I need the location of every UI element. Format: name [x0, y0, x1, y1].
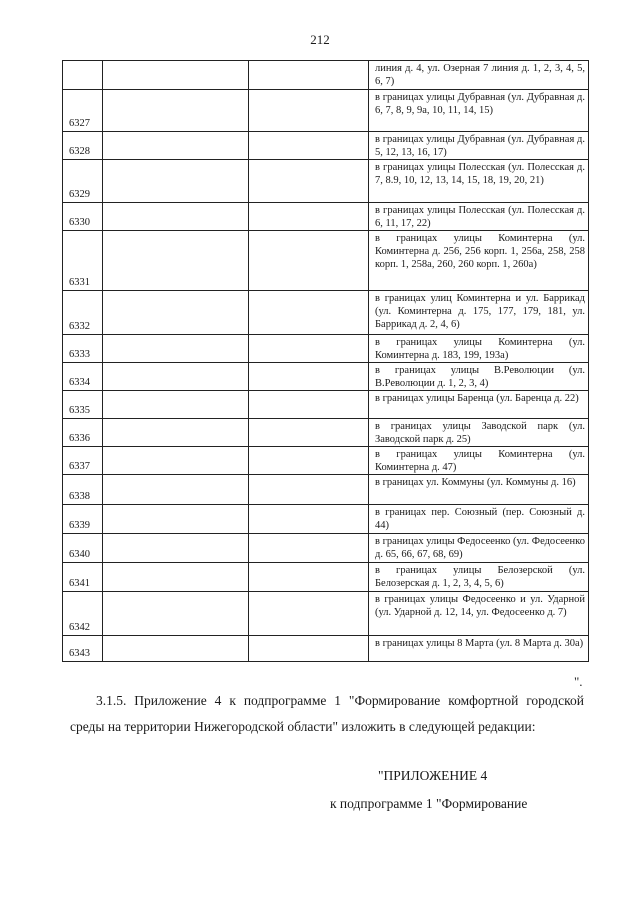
table-row — [63, 419, 589, 447]
empty-cell — [249, 419, 369, 447]
empty-cell — [249, 61, 369, 90]
empty-cell — [249, 447, 369, 475]
row-number-cell: 6333 — [63, 335, 103, 363]
row-description-cell: в границах ул. Коммуны (ул. Коммуны д. 16) — [369, 475, 589, 505]
empty-cell — [103, 475, 249, 505]
table-row — [63, 563, 589, 592]
table-row — [63, 291, 589, 335]
empty-cell — [249, 391, 369, 419]
empty-cell — [103, 132, 249, 160]
empty-cell — [103, 534, 249, 563]
empty-cell — [249, 475, 369, 505]
closing-quote: ". — [574, 674, 583, 689]
table-row — [63, 132, 589, 160]
table-row — [63, 534, 589, 563]
row-number-cell: 6330 — [63, 203, 103, 231]
table-row — [63, 391, 589, 419]
empty-cell — [249, 203, 369, 231]
empty-cell — [103, 505, 249, 534]
row-number-cell: 6328 — [63, 132, 103, 160]
row-description-cell: в границах улицы Федосеенко и ул. Ударной (ул. Ударной д. 12, 14, ул. Федосеенко д. 7) — [369, 592, 589, 636]
empty-cell — [103, 90, 249, 132]
row-description-cell: в границах улицы 8 Марта (ул. 8 Марта д. 30а) — [369, 636, 589, 662]
row-number-cell — [63, 61, 103, 90]
row-number-cell: 6343 — [63, 636, 103, 662]
table-row — [63, 231, 589, 291]
empty-cell — [249, 231, 369, 291]
empty-cell — [103, 231, 249, 291]
empty-cell — [249, 592, 369, 636]
table-row — [63, 90, 589, 132]
row-number-cell: 6334 — [63, 363, 103, 391]
row-number-cell: 6339 — [63, 505, 103, 534]
empty-cell — [249, 363, 369, 391]
empty-cell — [103, 447, 249, 475]
table-row — [63, 160, 589, 203]
table-row — [63, 447, 589, 475]
row-number-cell: 6327 — [63, 90, 103, 132]
empty-cell — [103, 203, 249, 231]
row-number-cell: 6336 — [63, 419, 103, 447]
empty-cell — [103, 335, 249, 363]
table-row — [63, 203, 589, 231]
empty-cell — [103, 291, 249, 335]
row-number-cell: 6329 — [63, 160, 103, 203]
row-number-cell: 6335 — [63, 391, 103, 419]
empty-cell — [249, 291, 369, 335]
row-description-cell: в границах улицы Баренца (ул. Баренца д. 22) — [369, 391, 589, 419]
row-description-cell: в границах улицы Коминтерна (ул. Коминтерна д. 256, 256 корп. 1, 256а, 258, 258 корп. 1, 258а, 260, 260 корп. 1, 260а) — [369, 231, 589, 291]
table-row — [63, 592, 589, 636]
row-description-cell: в границах улицы Заводской парк (ул. Заводской парк д. 25) — [369, 419, 589, 447]
row-description-cell: в границах улицы Дубравная (ул. Дубравная д. 5, 12, 13, 16, 17) — [369, 132, 589, 160]
row-description-cell: линия д. 4, ул. Озерная 7 линия д. 1, 2, 3, 4, 5, 6, 7) — [369, 61, 589, 90]
row-description-cell: в границах улицы Федосеенко (ул. Федосеенко д. 65, 66, 67, 68, 69) — [369, 534, 589, 563]
address-table-body — [63, 61, 589, 662]
table-row — [63, 61, 589, 90]
empty-cell — [103, 563, 249, 592]
empty-cell — [249, 132, 369, 160]
empty-cell — [249, 505, 369, 534]
row-number-cell: 6331 — [63, 231, 103, 291]
row-number-cell: 6342 — [63, 592, 103, 636]
row-number-cell: 6340 — [63, 534, 103, 563]
table-row — [63, 363, 589, 391]
table-row — [63, 636, 589, 662]
body-paragraph: 3.1.5. Приложение 4 к подпрограмме 1 "Формирование комфортной городской среды на территории Нижегородской области" изложить в следующей редакции: — [70, 693, 584, 734]
row-number-cell: 6337 — [63, 447, 103, 475]
empty-cell — [249, 335, 369, 363]
row-number-cell: 6332 — [63, 291, 103, 335]
empty-cell — [249, 160, 369, 203]
empty-cell — [249, 534, 369, 563]
empty-cell — [249, 636, 369, 662]
row-description-cell: в границах улицы Дубравная (ул. Дубравная д. 6, 7, 8, 9, 9а, 10, 11, 14, 15) — [369, 90, 589, 132]
empty-cell — [249, 563, 369, 592]
row-number-cell: 6338 — [63, 475, 103, 505]
table-row — [63, 475, 589, 505]
row-description-cell: в границах улицы Полесская (ул. Полесская д. 6, 11, 17, 22) — [369, 203, 589, 231]
empty-cell — [103, 391, 249, 419]
empty-cell — [103, 160, 249, 203]
empty-cell — [103, 636, 249, 662]
table-row — [63, 335, 589, 363]
row-description-cell: в границах улицы Полесская (ул. Полесская д. 7, 8.9, 10, 12, 13, 14, 15, 18, 19, 20, 21) — [369, 160, 589, 203]
row-description-cell: в границах улицы В.Революции (ул. В.Революции д. 1, 2, 3, 4) — [369, 363, 589, 391]
address-table — [62, 60, 589, 662]
page-number: 212 — [310, 32, 330, 47]
appendix-subtitle: к подпрограмме 1 "Формирование — [330, 796, 528, 811]
row-description-cell: в границах улицы Коминтерна (ул. Коминтерна д. 183, 199, 193а) — [369, 335, 589, 363]
empty-cell — [103, 419, 249, 447]
row-description-cell: в границах улиц Коминтерна и ул. Баррикад (ул. Коминтерна д. 175, 177, 179, 181, ул. Баррикад д. 2, 4, 6) — [369, 291, 589, 335]
table-row — [63, 505, 589, 534]
empty-cell — [103, 363, 249, 391]
row-description-cell: в границах пер. Союзный (пер. Союзный д. 44) — [369, 505, 589, 534]
row-number-cell: 6341 — [63, 563, 103, 592]
empty-cell — [103, 61, 249, 90]
empty-cell — [249, 90, 369, 132]
empty-cell — [103, 592, 249, 636]
appendix-title: "ПРИЛОЖЕНИЕ 4 — [378, 768, 488, 783]
row-description-cell: в границах улицы Белозерской (ул. Белозерская д. 1, 2, 3, 4, 5, 6) — [369, 563, 589, 592]
row-description-cell: в границах улицы Коминтерна (ул. Коминтерна д. 47) — [369, 447, 589, 475]
